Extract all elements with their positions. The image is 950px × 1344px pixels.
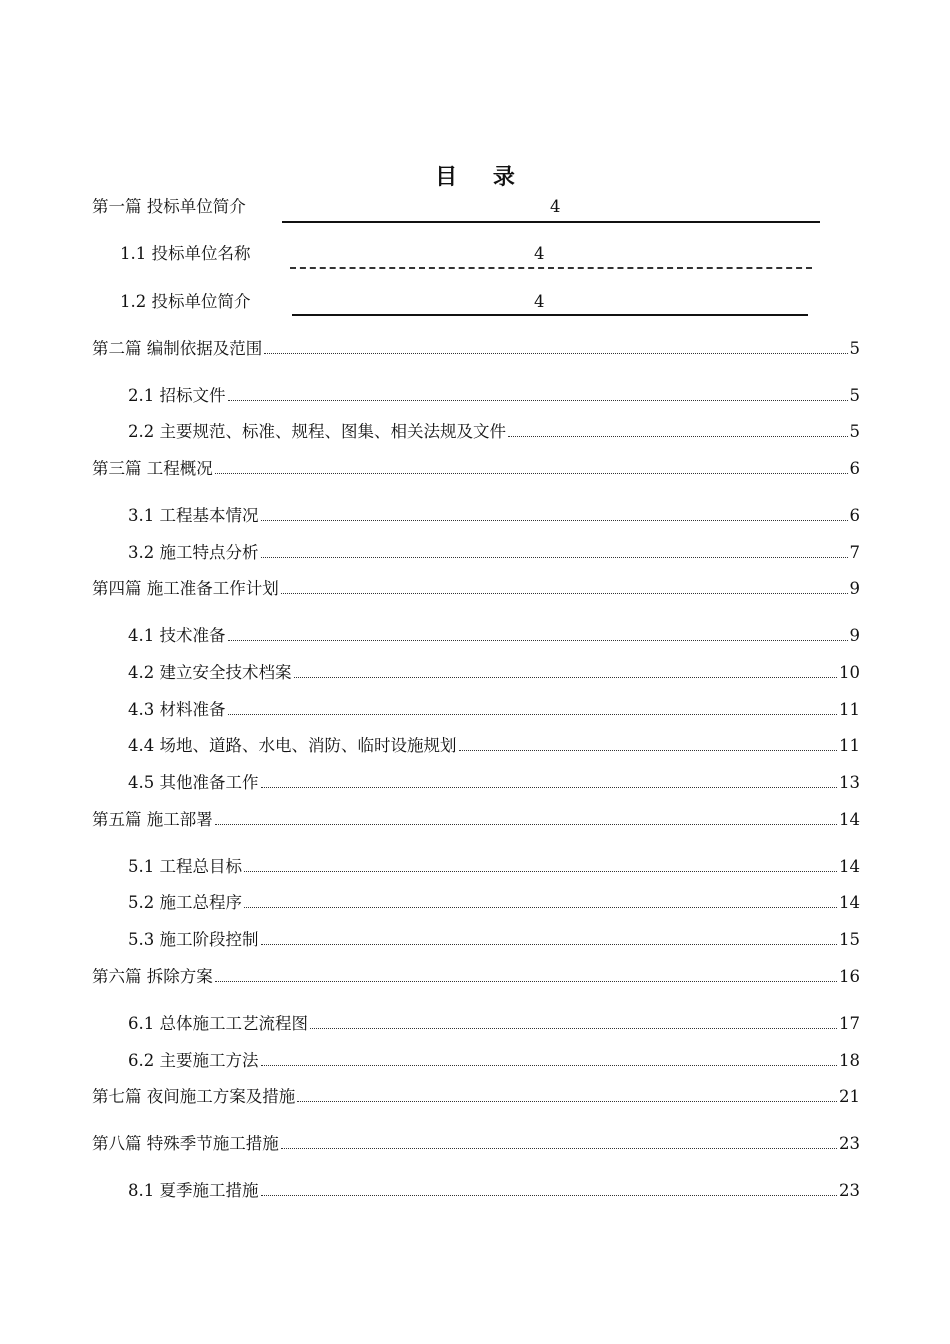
toc-entry-4-1[interactable] bbox=[128, 623, 860, 649]
toc-dot-leader bbox=[215, 824, 837, 825]
toc-dot-leader bbox=[264, 353, 847, 354]
toc-entry-text: 5.2 施工总程序 bbox=[128, 893, 242, 912]
toc-entry-4-4[interactable] bbox=[128, 733, 860, 759]
toc-entry-page: 5 bbox=[849, 386, 860, 405]
toc-entry-page: 10 bbox=[839, 663, 860, 682]
toc-entry-chapter-3[interactable] bbox=[92, 456, 860, 482]
toc-dot-leader bbox=[261, 1065, 838, 1066]
toc-entry-5-1[interactable] bbox=[128, 854, 860, 880]
toc-dot-leader bbox=[244, 871, 837, 872]
toc-dot-leader bbox=[310, 1028, 837, 1029]
toc-entry-page: 6 bbox=[849, 459, 860, 478]
toc-entry-page: 14 bbox=[839, 857, 860, 876]
toc-entry-text: 第七篇 夜间施工方案及措施 bbox=[92, 1087, 296, 1106]
toc-entry-page: 14 bbox=[839, 810, 860, 829]
toc-entry-text: 4.2 建立安全技术档案 bbox=[128, 663, 292, 682]
toc-entry-page: 14 bbox=[839, 893, 860, 912]
toc-entry-text: 4.5 其他准备工作 bbox=[128, 773, 259, 792]
toc-entry-4-3[interactable] bbox=[128, 697, 860, 723]
toc-dot-leader bbox=[297, 1101, 837, 1102]
toc-entry-text: 4.1 技术准备 bbox=[128, 626, 226, 645]
toc-entry-page: 7 bbox=[849, 543, 860, 562]
toc-entry-page: 16 bbox=[839, 967, 860, 986]
toc-entry-text: 8.1 夏季施工措施 bbox=[128, 1181, 259, 1200]
toc-dot-leader bbox=[215, 473, 848, 474]
toc-entry-text: 第一篇 投标单位简介 bbox=[92, 197, 246, 216]
toc-entry-page: 18 bbox=[839, 1051, 860, 1070]
toc-entry-page: 13 bbox=[839, 773, 860, 792]
toc-entry-6-1[interactable] bbox=[128, 1011, 860, 1037]
toc-entry-page: 4 bbox=[550, 197, 561, 216]
toc-dot-leader bbox=[228, 400, 848, 401]
toc-entry-text: 3.2 施工特点分析 bbox=[128, 543, 259, 562]
toc-entry-page: 11 bbox=[839, 700, 860, 719]
toc-entry-page: 6 bbox=[849, 506, 860, 525]
toc-entry-5-2[interactable] bbox=[128, 890, 860, 916]
toc-entry-chapter-6[interactable] bbox=[92, 964, 860, 990]
toc-entry-rule bbox=[292, 314, 808, 316]
toc-entry-text: 第八篇 特殊季节施工措施 bbox=[92, 1134, 279, 1153]
toc-entry-text: 第二篇 编制依据及范围 bbox=[92, 339, 263, 358]
toc-entry-chapter-4[interactable] bbox=[92, 576, 860, 602]
toc-entry-text: 2.1 招标文件 bbox=[128, 386, 226, 405]
toc-entry-page: 23 bbox=[839, 1134, 860, 1153]
toc-entry-text: 第三篇 工程概况 bbox=[92, 459, 213, 478]
toc-entry-4-5[interactable] bbox=[128, 770, 860, 796]
toc-entry-page: 23 bbox=[839, 1181, 860, 1200]
toc-entry-text: 5.1 工程总目标 bbox=[128, 857, 242, 876]
toc-entry-1-2[interactable] bbox=[120, 289, 860, 315]
toc-entry-chapter-8[interactable] bbox=[92, 1131, 860, 1157]
toc-dot-leader bbox=[228, 640, 848, 641]
toc-entry-text: 1.2 投标单位简介 bbox=[120, 292, 251, 311]
toc-entry-text: 4.4 场地、道路、水电、消防、临时设施规划 bbox=[128, 736, 457, 755]
toc-entry-5-3[interactable] bbox=[128, 927, 860, 953]
toc-dot-leader bbox=[294, 677, 838, 678]
toc-entry-page: 5 bbox=[849, 339, 860, 358]
toc-entry-3-2[interactable] bbox=[128, 540, 860, 566]
toc-entry-2-2[interactable] bbox=[128, 419, 860, 445]
toc-entry-page: 11 bbox=[839, 736, 860, 755]
toc-entry-text: 第六篇 拆除方案 bbox=[92, 967, 213, 986]
toc-entry-text: 1.1 投标单位名称 bbox=[120, 244, 251, 263]
toc-title: 目 录 bbox=[435, 164, 529, 190]
toc-dot-leader bbox=[281, 1148, 837, 1149]
toc-entry-chapter-2[interactable] bbox=[92, 336, 860, 362]
toc-entry-page: 15 bbox=[839, 930, 860, 949]
toc-dot-leader bbox=[459, 750, 838, 751]
toc-dot-leader bbox=[261, 520, 848, 521]
toc-entry-page: 21 bbox=[839, 1087, 860, 1106]
toc-entry-text: 第四篇 施工准备工作计划 bbox=[92, 579, 279, 598]
toc-dot-leader bbox=[281, 593, 848, 594]
toc-entry-page: 4 bbox=[534, 292, 545, 311]
toc-entry-text: 5.3 施工阶段控制 bbox=[128, 930, 259, 949]
toc-entry-page: 5 bbox=[849, 422, 860, 441]
toc-entry-rule bbox=[282, 221, 820, 223]
toc-entry-4-2[interactable] bbox=[128, 660, 860, 686]
toc-entry-2-1[interactable] bbox=[128, 383, 860, 409]
toc-dot-leader bbox=[508, 436, 848, 437]
toc-entry-chapter-5[interactable] bbox=[92, 807, 860, 833]
toc-dot-leader bbox=[261, 1195, 838, 1196]
toc-entry-page: 9 bbox=[849, 579, 860, 598]
toc-dot-leader bbox=[261, 787, 838, 788]
toc-entry-text: 2.2 主要规范、标准、规程、图集、相关法规及文件 bbox=[128, 422, 506, 441]
toc-entry-text: 3.1 工程基本情况 bbox=[128, 506, 259, 525]
toc-dot-leader bbox=[244, 907, 837, 908]
toc-entry-text: 第五篇 施工部署 bbox=[92, 810, 213, 829]
toc-entry-page: 4 bbox=[534, 244, 545, 263]
toc-entry-page: 17 bbox=[839, 1014, 860, 1033]
toc-dot-leader bbox=[215, 981, 837, 982]
toc-dot-leader bbox=[228, 714, 838, 715]
toc-dot-leader bbox=[261, 944, 838, 945]
toc-entry-page: 9 bbox=[849, 626, 860, 645]
toc-dot-leader bbox=[261, 557, 848, 558]
toc-entry-rule bbox=[290, 267, 812, 269]
toc-entry-1-1[interactable] bbox=[120, 241, 860, 267]
toc-entry-text: 4.3 材料准备 bbox=[128, 700, 226, 719]
toc-entry-text: 6.2 主要施工方法 bbox=[128, 1051, 259, 1070]
toc-entry-chapter-1[interactable] bbox=[92, 194, 860, 220]
toc-entry-chapter-7[interactable] bbox=[92, 1084, 860, 1110]
toc-entry-6-2[interactable] bbox=[128, 1048, 860, 1074]
toc-entry-text: 6.1 总体施工工艺流程图 bbox=[128, 1014, 308, 1033]
toc-entry-3-1[interactable] bbox=[128, 503, 860, 529]
toc-entry-8-1[interactable] bbox=[128, 1178, 860, 1204]
